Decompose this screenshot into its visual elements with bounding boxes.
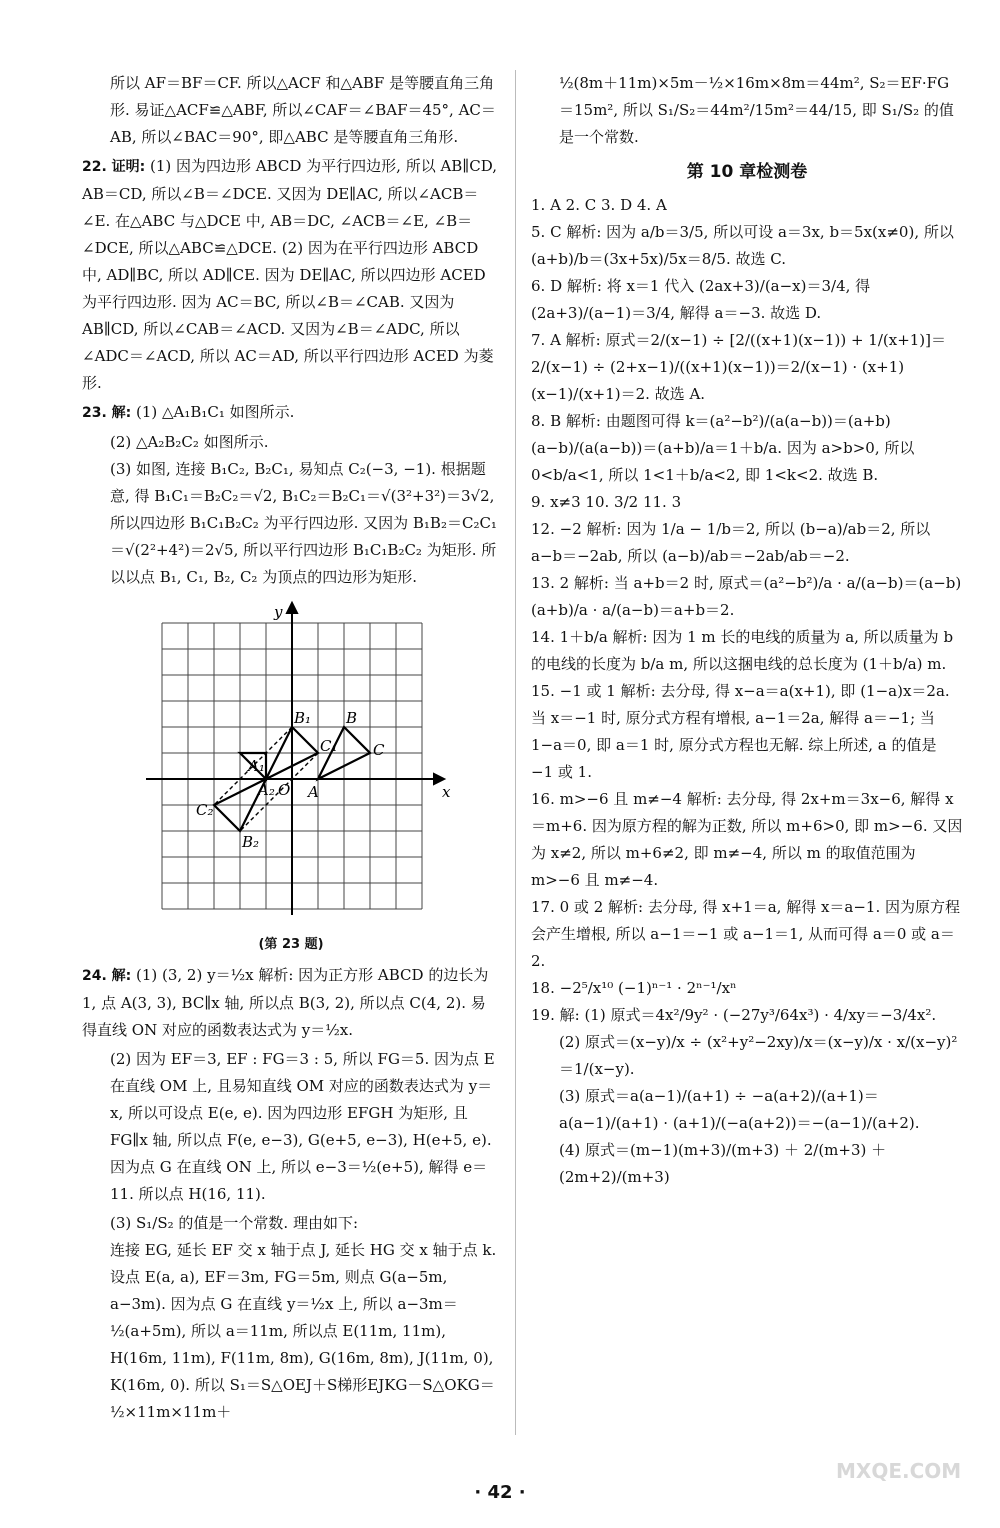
answer-15: 15. −1 或 1 解析: 去分母, 得 x−a＝a(x+1), 即 (1−a)x＝2a. 当 x＝−1 时, 原分式方程有增根, a−1＝2a, 解得 a＝−1; 当 1−a＝0, 即 a＝1 时, 原分式方程也无解. 综上所述, a 的值是 −1 或 1. [531, 682, 950, 781]
label-b2: B₂ [242, 833, 260, 851]
label-c2: C₂ [196, 801, 214, 819]
q21-continuation: 所以 AF＝BF＝CF. 所以△ACF 和△ABF 是等腰直角三角形. 易证△ACF≌△ABF, 所以∠CAF＝∠BAF＝45°, AC＝AB, 所以∠BAC＝90°, 即△ABC 是等腰直角三角形. [110, 74, 496, 146]
question-24 [82, 962, 500, 1044]
answer-14: 14. 1＋b/a 解析: 因为 1 m 长的电线的质量为 a, 所以质量为 b 的电线的长度为 b/a m, 所以这捆电线的总长度为 (1＋b/a) m. [531, 628, 954, 673]
answer-12: 12. −2 解析: 因为 1/a − 1/b＝2, 所以 (b−a)/ab＝2, 所以 a−b＝−2ab, 所以 (a−b)/ab＝−2ab/ab＝−2. [531, 520, 931, 565]
label-o: O [278, 781, 291, 799]
answer-7: 7. A 解析: 原式＝2/(x−1) ÷ [2/((x+1)(x−1)) + 1/(x+1)]＝2/(x−1) ÷ (2+x−1)/((x+1)(x−1))＝2/(x−1) · (x+1)(x−1)/(x+1)＝2. 故选 A. [531, 331, 947, 403]
question-23 [82, 399, 500, 427]
q23-heading: 解: [111, 405, 132, 421]
right-column [531, 70, 963, 1191]
q23-figure [82, 593, 500, 931]
coordinate-grid-figure [82, 593, 500, 931]
q24-part3-body: 连接 EG, 延长 EF 交 x 轴于点 J, 延长 HG 交 x 轴于点 k. 设点 E(a, a), EF＝3m, FG＝5m, 则点 G(a−5m, a−3m). 因为点 G 在直线 y＝½x 上, 所以 a−3m＝½(a+5m), 所以 a＝11m, 所以点 E(11m, 11m), H(16m, 11m), F(11m, 8m), G(16m, 8m), J(11m, 0), K(16m, 0). 所以 S₁＝S△OEJ＋S梯形EJKG－S△OKG＝½×11m×11m＋ [110, 1241, 497, 1421]
label-c: C [373, 741, 385, 759]
answer-1-4: 1. A 2. C 3. D 4. A [531, 196, 667, 214]
answer-19-1: 19. 解: (1) 原式＝4x²/9y² · (−27y³/64x³) · 4/xy＝−3/4x². [531, 1006, 937, 1024]
y-axis-arrow [287, 603, 297, 613]
watermark-logo [832, 1418, 982, 1488]
q24-part1: (1) (3, 2) y＝½x 解析: 因为正方形 ABCD 的边长为 1, 点 A(3, 3), BC∥x 轴, 所以点 B(3, 2), 所以点 C(4, 2). 易得直线 ON 对应的函数表达式为 y＝½x. [82, 966, 489, 1039]
q24-part3-intro: (3) S₁/S₂ 的值是一个常数. 理由如下: [110, 1214, 359, 1232]
q23-part1: (1) △A₁B₁C₁ 如图所示. [135, 403, 295, 421]
column-divider [515, 70, 516, 1435]
label-a: A [308, 783, 319, 801]
q22-text: (1) 因为四边形 ABCD 为平行四边形, 所以 AB∥CD, AB＝CD, 所以∠B＝∠DCE. 又因为 DE∥AC, 所以∠ACB＝∠E. 在△ABC 与△DCE 中, AB＝DC, ∠ACB＝∠E, ∠B＝∠DCE, 所以△ABC≌△DCE. (2) 因为在平行四边形 ABCD 中, AD∥BC, 所以 AD∥CE. 因为 DE∥AC, 所以四边形 ACED 为平行四边形. 因为 AC＝BC, 所以∠B＝∠CAB. 又因为 AB∥CD, 所以∠CAB＝∠ACD. 又因为∠B＝∠ADC, 所以∠ADC＝∠ACD, 所以 AC＝AD, 所以平行四边形 ACED 为菱形. [82, 157, 497, 392]
answer-17: 17. 0 或 2 解析: 去分母, 得 x+1＝a, 解得 x＝a−1. 因为原方程会产生增根, 所以 a−1＝−1 或 a−1＝1, 从而可得 a＝0 或 a＝2. [531, 898, 961, 970]
q24-number: 24. [82, 968, 107, 984]
page-number: · 42 · [474, 1482, 526, 1503]
answer-19-3: (3) 原式＝a(a−1)/(a+1) ÷ −a(a+2)/(a+1)＝a(a−1)/(a+1) · (a+1)/(−a(a+2))＝−(a−1)/(a+2). [559, 1087, 920, 1132]
label-a2: A₂ [258, 781, 275, 799]
q23-part3: (3) 如图, 连接 B₁C₂, B₂C₁, 易知点 C₂(−3, −1). 根据题意, 得 B₁C₁＝B₂C₂＝√2, B₁C₂＝B₂C₁＝√(3²+3²)＝3√2, 所以四边形 B₁C₁B₂C₂ 为平行四边形. 又因为 B₁B₂＝C₂C₁＝√(2²+4²)＝2√5, 所以平行四边形 B₁C₁B₂C₂ 为矩形. 所以以点 B₁, C₁, B₂, C₂ 为顶点的四边形为矩形. [110, 460, 497, 586]
answer-5: 5. C 解析: 因为 a/b＝3/5, 所以可设 a＝3x, b＝5x(x≠0), 所以 (a+b)/b＝(3x+5x)/5x＝8/5. 故选 C. [531, 223, 954, 268]
label-c1: C₁ [320, 737, 338, 755]
answer-6: 6. D 解析: 将 x＝1 代入 (2ax+3)/(a−x)＝3/4, 得 (2a+3)/(a−1)＝3/4, 解得 a＝−3. 故选 D. [531, 277, 871, 322]
label-b: B [346, 709, 358, 727]
answer-9-11: 9. x≠3 10. 3/2 11. 3 [531, 493, 682, 511]
figure-caption: (第 23 题) [258, 937, 324, 952]
answer-19-4: (4) 原式＝(m−1)(m+3)/(m+3) ＋ 2/(m+3) ＋ (2m+2)/(m+3) [559, 1141, 887, 1186]
q22-number: 22. [82, 159, 107, 175]
answer-13: 13. 2 解析: 当 a+b＝2 时, 原式＝(a²−b²)/a · a/(a−b)＝(a−b)(a+b)/a · a/(a−b)＝a+b＝2. [531, 574, 962, 619]
label-a1: A₁ [248, 757, 265, 775]
q23-number: 23. [82, 405, 107, 421]
label-b1: B₁ [294, 709, 312, 727]
axes [146, 603, 444, 915]
answer-16: 16. m>−6 且 m≠−4 解析: 去分母, 得 2x+m＝3x−6, 解得 x＝m+6. 因为原方程的解为正数, 所以 m+6>0, 即 m>−6. 又因为 x≠2, 所以 m+6≠2, 即 m≠−4, 所以 m 的取值范围为 m>−6 且 m≠−4. [531, 790, 963, 889]
q24-heading: 解: [111, 968, 132, 984]
q23-part2: (2) △A₂B₂C₂ 如图所示. [110, 433, 269, 451]
watermark-text: MXQE.COM [836, 1459, 962, 1483]
q24-part2: (2) 因为 EF＝3, EF : FG＝3 : 5, 所以 FG＝5. 因为点 E 在直线 OM 上, 且易知直线 OM 对应的函数表达式为 y＝x, 所以可设点 E(e, e). 因为四边形 EFGH 为矩形, 且 FG∥x 轴, 所以点 F(e, e−3), G(e+5, e−3), H(e+5, e). 因为点 G 在直线 ON 上, 所以 e−3＝½(e+5), 解得 e＝11. 所以点 H(16, 11). [110, 1050, 495, 1203]
answer-8: 8. B 解析: 由题图可得 k＝(a²−b²)/(a(a−b))＝(a+b)(a−b)/(a(a−b))＝(a+b)/a＝1＋b/a. 因为 a>b>0, 所以 0<b/a<1, 所以 1<1＋b/a<2, 即 1<k<2. 故选 B. [531, 412, 915, 484]
answer-18: 18. −2⁵/x¹⁰ (−1)ⁿ⁻¹ · 2ⁿ⁻¹/xⁿ [531, 979, 737, 997]
answer-19-2: (2) 原式＝(x−y)/x ÷ (x²+y²−2xy)/x＝(x−y)/x · x/(x−y)²＝1/(x−y). [559, 1033, 958, 1078]
q24-continuation: ½(8m＋11m)×5m－½×16m×8m＝44m², S₂＝EF·FG＝15m², 所以 S₁/S₂＝44m²/15m²＝44/15, 即 S₁/S₂ 的值是一个常数. [559, 74, 954, 146]
left-column [82, 70, 500, 1426]
label-x: x [442, 783, 451, 801]
section-heading: 第 10 章检测卷 [686, 162, 808, 182]
q22-heading: 证明: [111, 159, 146, 175]
question-22 [82, 153, 500, 397]
label-y: y [274, 603, 283, 621]
